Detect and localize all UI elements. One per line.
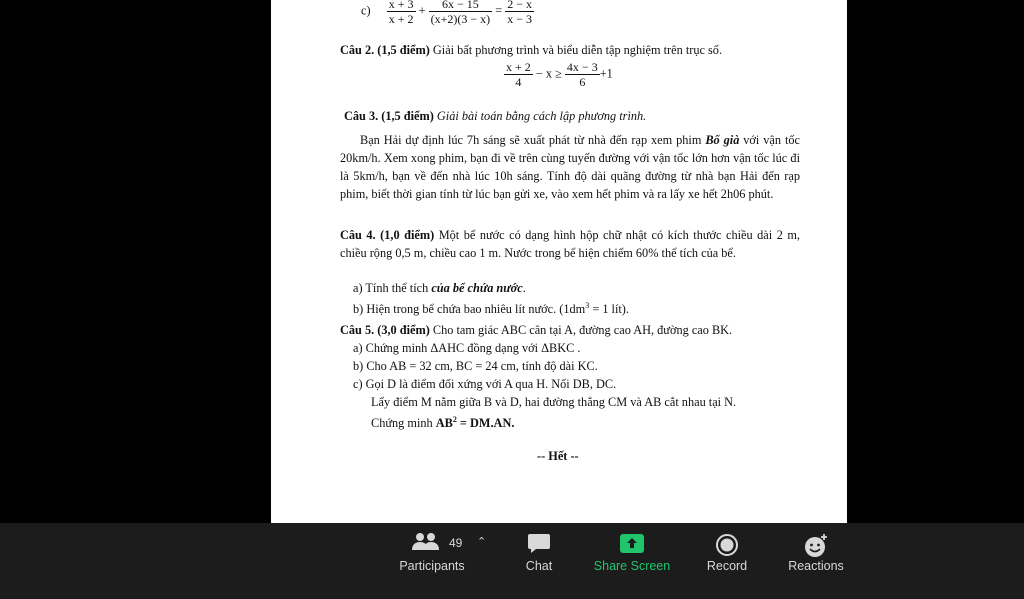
q5-heading	[340, 321, 732, 339]
frac-den: 6	[579, 75, 586, 89]
q4-a-bold: của bể chứa nước	[431, 281, 523, 295]
q1c-fraction-3	[505, 0, 534, 26]
frac-num: x + 2	[506, 60, 531, 74]
q3-para-b: với vận tốc 20km/h. Xem xong phim, bạn đi về trên cùng tuyến đường với vận tốc lớn hơn vận tốc lúc đi là 5km/h, bạn về đến nhà lúc 10h sáng. Tính độ dài quãng đường từ nhà bạn Hải đến rạp phim, biết thời gian tính từ lúc bạn gửi xe, vào xem hết phim và ra lấy xe hết 2h06 phút.	[340, 133, 800, 201]
frac-den: (x+2)(3 − x)	[430, 12, 491, 26]
frac-num: x + 3	[387, 0, 416, 12]
frac-den: x + 2	[388, 12, 414, 26]
q4-b-text: b) Hiện trong bể chứa bao nhiêu lít nước. (1dm	[353, 302, 586, 317]
end-marker: -- Hết --	[537, 449, 579, 463]
q3-heading	[344, 107, 646, 125]
q5-c3-ab: AB	[435, 416, 453, 431]
participants-count: 49	[449, 536, 463, 550]
q3-movie-title: Bố già	[705, 133, 740, 147]
q2-fraction-1	[504, 60, 533, 89]
record-label: Record	[706, 559, 748, 573]
record-button[interactable]	[697, 523, 757, 599]
share-screen-icon	[619, 533, 645, 558]
q1c-fraction-2	[429, 0, 493, 26]
q5-c3-end: = DM.AN.	[456, 416, 515, 431]
frac-num: 2 − x	[505, 0, 534, 12]
q2-text: Giải bất phương trình và biểu diễn tập nghiệm trên trục số.	[429, 43, 723, 57]
plus-sign: +	[418, 3, 426, 18]
equals-sign: =	[495, 3, 503, 18]
frac-den: 4	[515, 75, 522, 89]
participants-icon	[411, 532, 441, 555]
q4-item-b	[353, 297, 629, 318]
q2-middle: − x ≥	[535, 66, 562, 81]
q4-text: Một bể nước có dạng hình hộp chữ nhật có kích thước chiều dài 2 m, chiều rộng 0,5 m, chiều cao 1 m. Nước trong bể hiện chiếm 60% thể tích của bể.	[340, 228, 800, 260]
frac-num: 6x − 15	[429, 0, 493, 12]
q2-tail: +1	[599, 66, 613, 81]
q1c-equation	[361, 0, 534, 26]
q5-item-c: c) Gọi D là điểm đối xứng với A qua H. Nối DB, DC.	[353, 377, 617, 391]
q2-fraction-2	[565, 60, 600, 89]
q2-title: Câu 2. (1,5 điểm)	[340, 43, 430, 57]
q5-item-a: a) Chứng minh ΔAHC đồng dạng với ΔBKC .	[353, 341, 581, 355]
share-screen-label: Share Screen	[593, 559, 671, 573]
chat-button[interactable]	[509, 523, 569, 599]
q2-heading	[340, 41, 722, 59]
reactions-icon	[803, 533, 829, 562]
q3-text: Giải bài toán bằng cách lập phương trình.	[433, 109, 647, 123]
participants-label: Participants	[399, 559, 465, 573]
q5-c3-text: Chứng minh	[371, 416, 436, 431]
q3-title: Câu 3. (1,5 điểm)	[344, 109, 434, 123]
q4-paragraph	[340, 226, 800, 262]
reactions-button[interactable]	[781, 523, 851, 599]
q5-item-c-line3	[371, 411, 514, 432]
q3-para-a: Bạn Hải dự định lúc 7h sáng sẽ xuất phát từ nhà đến rạp xem phim	[360, 133, 706, 147]
chat-label: Chat	[525, 559, 553, 573]
meeting-toolbar	[0, 523, 1024, 599]
q2-inequality	[504, 60, 613, 89]
q4-b-end: = 1 lít).	[589, 302, 629, 317]
q5-text: Cho tam giác ABC cân tại A, đường cao AH, đường cao BK.	[429, 323, 733, 337]
q1c-fraction-1	[387, 0, 416, 26]
q5-item-b: b) Cho AB = 32 cm, BC = 24 cm, tính độ dài KC.	[353, 359, 598, 373]
q4-item-a	[353, 279, 526, 297]
frac-num: 4x − 3	[566, 60, 598, 74]
q4-a-end: .	[522, 281, 526, 295]
q4-title: Câu 4. (1,0 điểm)	[340, 228, 435, 242]
q5-title: Câu 5. (3,0 điểm)	[340, 323, 430, 337]
q4-b-sup: 3	[585, 301, 590, 310]
q5-c3-sup: 2	[452, 415, 457, 424]
reactions-label: Reactions	[788, 559, 844, 573]
share-screen-button[interactable]	[588, 523, 676, 599]
q4-a-text: a) Tính thể tích	[353, 281, 432, 295]
chevron-up-icon[interactable]: ⌃	[477, 536, 487, 548]
q5-item-c-line2: Lấy điểm M nằm giữa B và D, hai đường thẳng CM và AB cắt nhau tại N.	[371, 395, 737, 409]
q1c-label: c)	[361, 3, 371, 18]
chat-icon	[527, 533, 551, 558]
participants-button[interactable]	[388, 523, 487, 599]
q3-paragraph	[340, 131, 800, 203]
record-icon	[715, 533, 739, 560]
shared-document	[271, 0, 847, 523]
frac-den: x − 3	[507, 12, 532, 26]
